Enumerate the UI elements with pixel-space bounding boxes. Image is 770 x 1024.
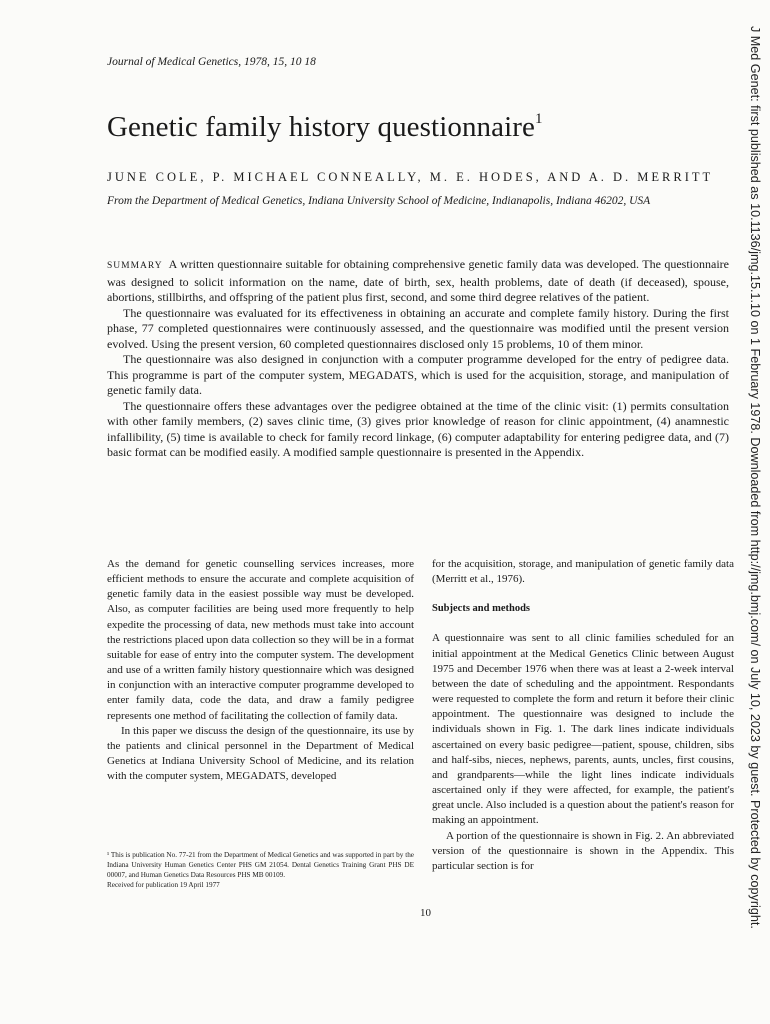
page-number: 10 [420, 907, 431, 919]
summary-paragraph-2: The questionnaire was evaluated for its effectiveness in obtaining an accurate and complete family history. During the first phase, 77 completed questionnaires were continuously assessed, and the questionnaire was modified until the present version evolved. Using the present version, 60 completed questionnaires disclosed only 15 problems, 10 of them minor. [107, 305, 729, 351]
methods-paragraph-1: A questionnaire was sent to all clinic families scheduled for an initial appointment at the Medical Genetics Clinic between August 1975 and December 1976 when there was at least a 2-week interval between the date of scheduling and the appointment. Respondants were requested to complete the form and return it before their clinic appointment. The questionnaire was designed to include the individuals shown in Fig. 1. The dark lines indicate individuals ascertained on every basic pedigree—patient, spouse, children, sibs and half-sibs, nieces, nephews, parents, aunts, uncles, first cousins, and grandparents—while the light lines indicate individuals ascertained only if they were affected, for example, the patient's great uncle. Also included is a question about the patient's reason for making an appointment. [432, 632, 734, 827]
article-title [107, 111, 543, 144]
intro-paragraph-1: As the demand for genetic counselling services increases, more efficient methods to ensure the accurate and complete acquisition of genetic family data in the easiest possible way must be developed. Also, as computer facilities are being used more frequently to help expedite the processing of data, new methods must take into account the restrictions placed upon data collection so they will be in a format suitable for ease of entry into the computer system. The development and use of a written family history questionnaire which was designed in conjunction with an interactive computer programme developed to enter family data, code the data, and draw a family pedigree represents one method of facilitating the collection of family data. [107, 558, 414, 722]
summary-label: SUMMARY [107, 261, 163, 271]
summary-paragraph-3: The questionnaire was also designed in conjunction with a computer programme developed for the entry of pedigree data. This programme is part of the computer system, MEGADATS, which is used for the acquisition, storage, and manipulation of genetic family data. [107, 352, 729, 397]
sidebar-text: J Med Genet: first published as 10.1136/jmg.15.1.10 on 1 February 1978. Downloaded from http://jmg.bmj.com/ on July 10, 2023 by guest. Protected by copyright. [748, 26, 762, 929]
left-column [107, 557, 414, 784]
footnote-funding: ¹ This is publication No. 77-21 from the Department of Medical Genetics and was supported in part by the Indiana University Human Genetics Center PHS GM 21054. Dental Genetics Training Grant PHS DE 00007, and Human Genetics Data Resources PHS MB 00109. [107, 851, 414, 879]
intro-paragraph-2: In this paper we discuss the design of the questionnaire, its use by the patients and clinical personnel in the Department of Medical Genetics at Indiana University School of Medicine, and its relation with the computer system, MEGADATS, developed [107, 724, 414, 783]
continued-paragraph: for the acquisition, storage, and manipulation of genetic family data (Merritt et al., 1976). [432, 558, 734, 586]
journal-citation: Journal of Medical Genetics, 1978, 15, 10 18 [107, 56, 316, 68]
affiliation: From the Department of Medical Genetics, Indiana University School of Medicine, Indianapolis, Indiana 46202, USA [107, 195, 651, 207]
methods-paragraph-2: A portion of the questionnaire is shown in Fig. 2. An abbreviated version of the questionnaire is shown in the Appendix. This particular section is for [432, 829, 734, 872]
title-footnote-mark: 1 [535, 111, 543, 127]
title-text: Genetic family history questionnaire [107, 111, 536, 143]
summary-paragraph-4: The questionnaire offers these advantages over the pedigree obtained at the time of the clinic visit: (1) permits consultation with other family members, (2) saves clinic time, (3) gives prior knowledge of reason for clinic appointment, (4) anamnestic infallibility, (5) time is available to check for family record linkage, (6) computer adaptability for entering pedigree data, and (7) basic format can be modified easily. A modified sample questionnaire is presented in the Appendix. [107, 398, 729, 459]
author-list: JUNE COLE, P. MICHAEL CONNEALLY, M. E. HODES, AND A. D. MERRITT [107, 170, 714, 184]
footnote-received: Received for publication 19 April 1977 [107, 881, 220, 889]
section-heading-subjects-methods: Subjects and methods [432, 603, 531, 615]
footnote [107, 850, 414, 890]
summary-text-1: A written questionnaire suitable for obtaining comprehensive genetic family data was developed. The questionnaire was designed to solicit information on the name, date of birth, sex, health problems, date of death (if deceased), spouse, abortions, stillbirths, and offspring of the patient plus first, second, and some third degree relatives of the patient. [107, 257, 729, 304]
summary-paragraph-1 [107, 257, 729, 306]
right-column [432, 557, 734, 874]
copyright-sidebar [740, 26, 762, 986]
summary-abstract [107, 257, 729, 461]
